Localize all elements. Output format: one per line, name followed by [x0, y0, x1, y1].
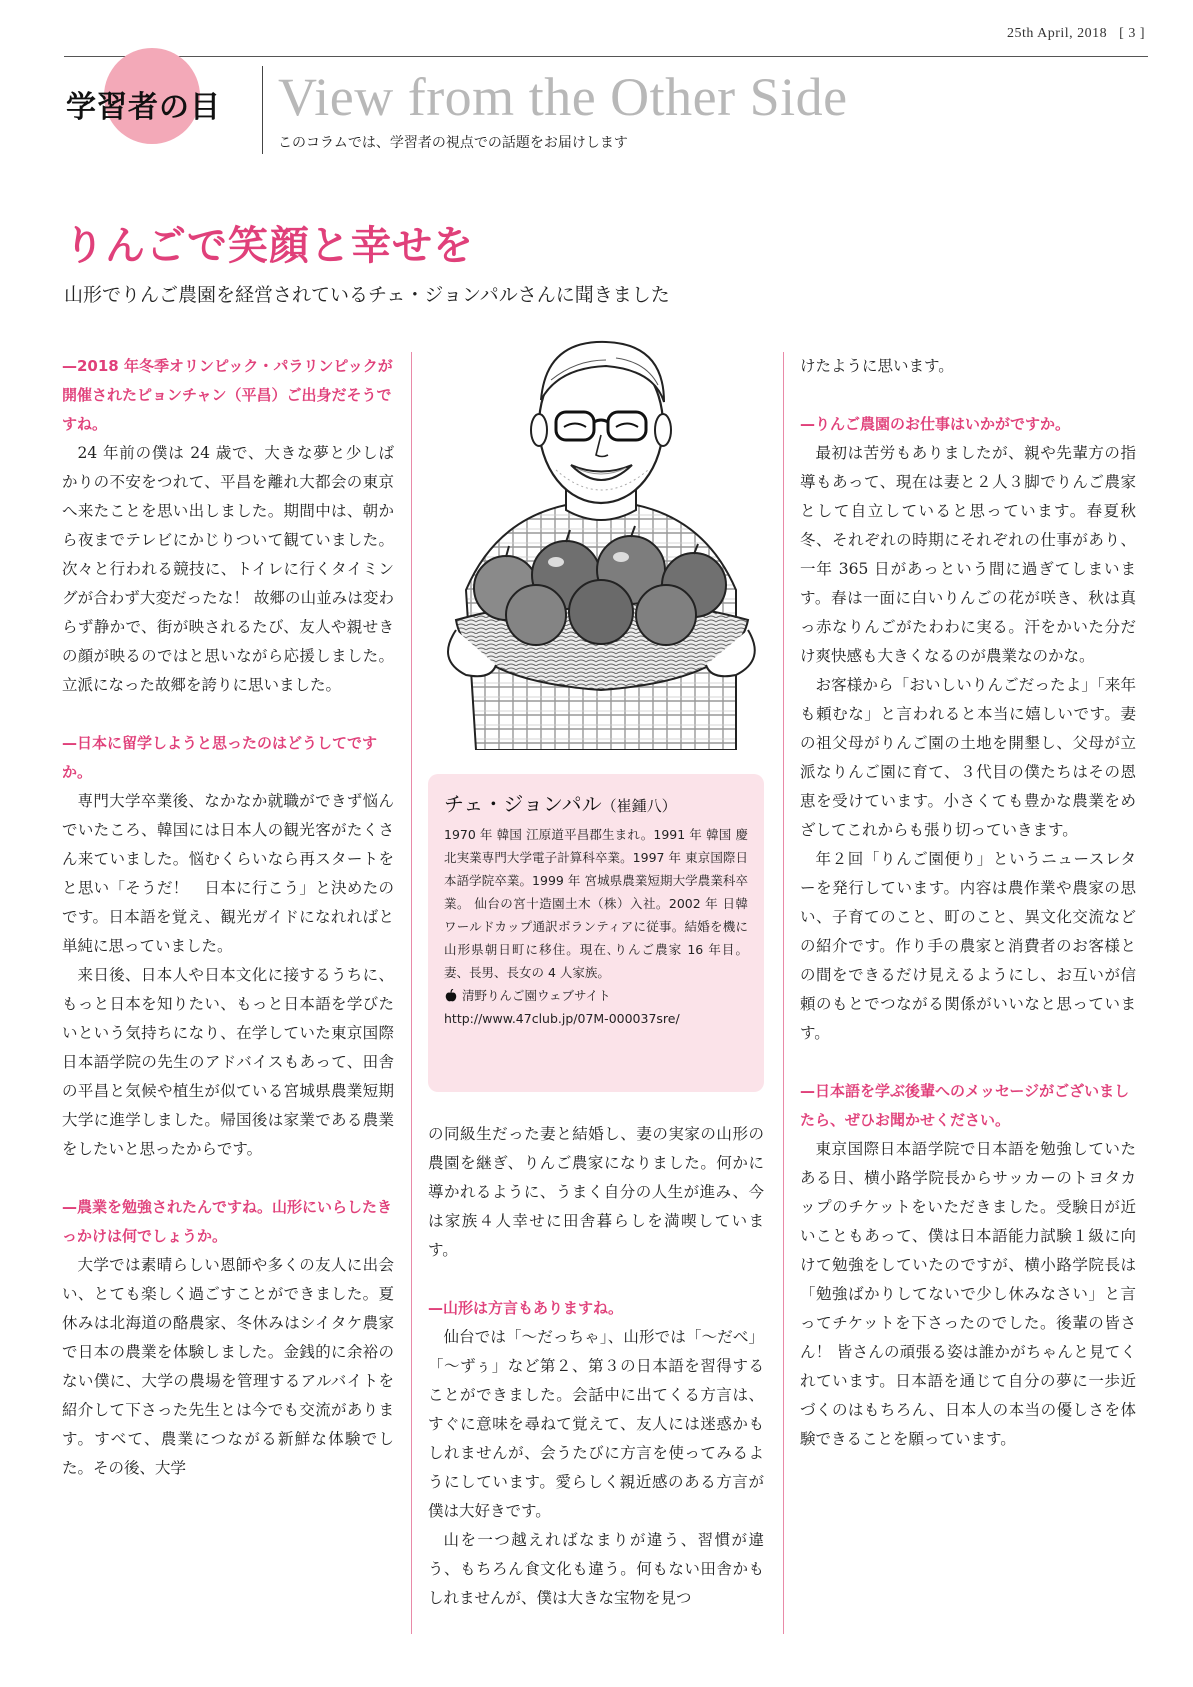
- interview-answer: お客様から「おいしいりんごだったよ」「来年も頼むな」と言われると本当に嬉しいです。妻の祖父母がりんご園の土地を開墾し、父母が立派なりんご園に育て、３代目の僕たちはその恩恵を受けています。小さくても豊かな農業をめざしてこれからも張り切っていきます。: [800, 676, 1136, 839]
- profile-name-katakana: チェ・ジョンパル: [444, 792, 602, 816]
- profile-website-url[interactable]: http://www.47club.jp/07M-000037sre/: [444, 1011, 680, 1026]
- issue-date: [1007, 26, 1145, 42]
- interview-answer: 大学では素晴らしい恩師や多くの友人に出会い、とても楽しく過ごすことができました。夏休みは北海道の酪農家、冬休みはシイタケ農家で日本の農業を体験しました。金銭的に余裕のない僕に、大学の農場を管理するアルバイトを紹介して下さった先生とは今でも交流があります。すべて、農業につながる新鮮な体験でした。その後、大学: [62, 1256, 394, 1477]
- text-column-2: [428, 1120, 764, 1613]
- text-column-3: [800, 352, 1136, 1454]
- interview-answer: 仙台では「〜だっちゃ」、山形では「〜だべ」「〜ずぅ」など第２、第３の日本語を習得することができました。会話中に出てくる方言は、すぐに意味を尋ねて覚えて、友人には迷惑かもしれませんが、会うたびに方言を使ってみるようにしています。愛らしく親近感のある方言が僕は大好きです。: [428, 1328, 764, 1520]
- interview-question: —日本語を学ぶ後輩へのメッセージがございましたら、ぜひお聞かせください。: [800, 1082, 1130, 1129]
- header-rule: [64, 56, 1148, 57]
- interview-answer: 最初は苦労もありましたが、親や先輩方の指導もあって、現在は妻と２人３脚でりんご農家として自立していると思っています。春夏秋冬、それぞれの時期にそれぞれの仕事があり、一年 365 日があっという間に過ぎてしまいます。春は一面に白いりんごの花が咲き、秋は真っ赤なりんごがたわわに実る。汗をかいた分だけ爽快感も大きくなるのが農業なのかな。: [800, 444, 1136, 665]
- farmer-illustration: [436, 330, 766, 750]
- date-text: 25th April, 2018: [1007, 26, 1108, 41]
- apple-icon: [444, 989, 458, 1003]
- interview-answer: 24 年前の僕は 24 歳で、大きな夢と少しばかりの不安をつれて、平昌を離れ大都会の東京へ来たことを思い出しました。期間中は、朝から夜までテレビにかじりついて観ていました。次々と行われる競技に、トイレに行くタイミングが合わず大変だったな！ 故郷の山並みは変わらず静かで、街が映されるたび、友人や親せきの顔が映るのではと思いながら応援しました。立派になった故郷を誇りに思いました。: [62, 444, 394, 694]
- profile-box: [428, 774, 764, 1092]
- interview-answer: 専門大学卒業後、なかなか就職ができず悩んでいたころ、韓国には日本人の観光客がたくさん来ていました。悩むくらいなら再スタートをと思い「そうだ！ 日本に行こう」と決めたのです。日本語を覚え、観光ガイドになれればと単純に思っていました。: [62, 792, 394, 955]
- article-subheadline: 山形でりんご農園を経営されているチェ・ジョンパルさんに聞きました: [64, 284, 670, 306]
- interview-answer: 山を一つ越えればなまりが違う、習慣が違う、もちろん食文化も違う。何もない田舎かもしれませんが、僕は大きな宝物を見つ: [428, 1531, 764, 1607]
- interview-answer: の同級生だった妻と結婚し、妻の実家の山形の農園を継ぎ、りんご農家になりました。何かに導かれるように、うまく自分の人生が進み、今は家族４人幸せに田舎暮らしを満喫しています。: [428, 1125, 764, 1259]
- profile-name-kanji: （崔鍾八）: [601, 797, 677, 815]
- interview-answer: 来日後、日本人や日本文化に接するうちに、もっと日本を知りたい、もっと日本語を学びたいという気持ちになり、在学していた東京国際日本語学院の先生のアドバイスもあって、田舎の平昌と気候や植生が似ている宮城県農業短期大学に進学しました。帰国後は家業である農業をしたいと思ったからです。: [62, 966, 394, 1158]
- column-title-divider: [262, 66, 263, 154]
- interview-answer: 東京国際日本語学院で日本語を勉強していたある日、横小路学院長からサッカーのトヨタカップのチケットをいただきました。受験日が近いこともあって、僕は日本語能力試験１級に向けて勉強をしていたのですが、横小路学院長は「勉強ばかりしてないで少し休みなさい」と言ってチケットを下さったのでした。後輩の皆さん！ 皆さんの頑張る姿は誰かがちゃんと見てくれています。日本語を通じて自分の夢に一歩近づくのはもちろん、日本人の本当の優しさを体験できることを願っています。: [800, 1140, 1136, 1448]
- interview-question: —日本に留学しようと思ったのはどうしてですか。: [62, 734, 378, 781]
- profile-name: [444, 788, 748, 817]
- interview-question: —りんご農園のお仕事はいかがですか。: [800, 415, 1071, 433]
- article-headline: りんごで笑顔と幸せを: [64, 223, 474, 269]
- interview-answer: 年２回「りんご園便り」というニュースレターを発行しています。内容は農作業や農家の思い、子育てのこと、町のこと、異文化交流などの紹介です。作り手の農家と消費者のお客様との間をできるだけ見えるようにし、お互いが信頼のもとでつながる関係がいいなと思っています。: [800, 850, 1136, 1042]
- column-title-en: View from the Other Side: [278, 67, 848, 127]
- column-divider-right: [783, 352, 784, 1634]
- interview-question: —農業を勉強されたんですね。山形にいらしたきっかけは何でしょうか。: [62, 1198, 393, 1245]
- profile-website-label: [444, 984, 748, 1007]
- profile-bio: 1970 年 韓国 江原道平昌郡生まれ。1991 年 韓国 慶北実業専門大学電子計算科卒業。1997 年 東京国際日本語学院卒業。1999 年 宮城県農業短期大学農業科卒業。 仙台の宮十造園土木（株）入社。2002 年 日韓ワールドカップ通訳ボランティアに従事。結婚を機に山形県朝日町に移住。現在､りんご農家 16 年目。妻、長男、長女の 4 人家族。: [444, 827, 748, 980]
- column-description: このコラムでは、学習者の視点での話題をお届けします: [278, 135, 628, 151]
- website-label-text: 清野りんご園ウェブサイト: [462, 988, 611, 1003]
- column-divider-left: [411, 352, 412, 1634]
- interview-answer: けたように思います。: [800, 357, 954, 375]
- column-title-jp: 学習者の目: [66, 90, 221, 125]
- text-column-1: [62, 352, 394, 1483]
- interview-question: —2018 年冬季オリンピック・パラリンピックが開催されたピョンチャン（平昌）ご出身だそうですね。: [62, 357, 393, 433]
- page-number: [ 3 ]: [1119, 26, 1145, 41]
- interview-question: —山形は方言もありますね。: [428, 1299, 624, 1317]
